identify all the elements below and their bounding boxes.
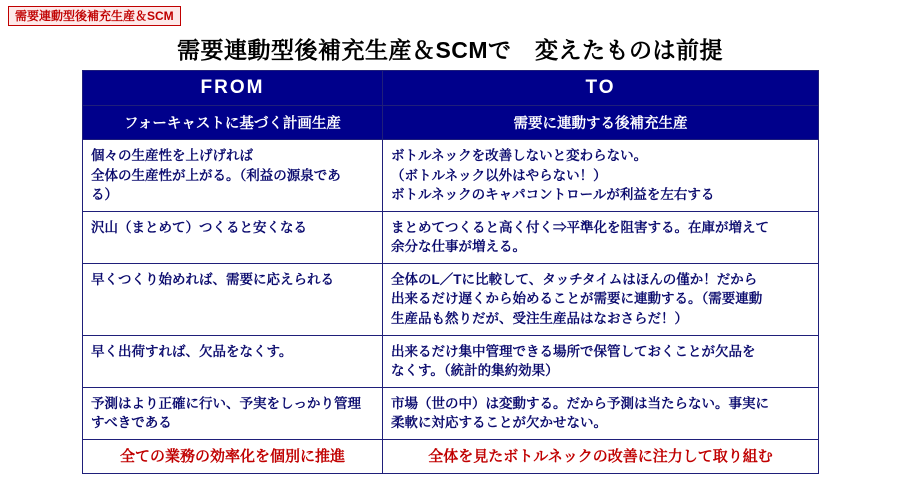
cell-line: 個々の生産性を上げげれば bbox=[91, 148, 253, 163]
table-row bbox=[83, 263, 819, 335]
cell-line: 早く出荷すれば、欠品をなくす。 bbox=[91, 343, 293, 359]
cell-line: 早くつくり始めれば、需要に応えられる bbox=[91, 271, 334, 287]
header-to: TO bbox=[383, 71, 819, 106]
table-row bbox=[83, 140, 819, 212]
table-row bbox=[83, 387, 819, 439]
subheader-from: フォーキャストに基づく計画生産 bbox=[83, 106, 383, 140]
cell-line: 沢山（まとめて）つくると安くなる bbox=[91, 219, 307, 235]
cell-from bbox=[83, 387, 383, 439]
cell-to bbox=[383, 263, 819, 335]
cell-line: （ボトルネック以外はやらない！） bbox=[391, 167, 607, 183]
cell-line: ボトルネックを改善しないと変わらない。 bbox=[391, 148, 648, 163]
comparison-table-wrapper bbox=[82, 70, 818, 474]
cell-line: 市場（世の中）は変動する。だから予測は当たらない。事実に bbox=[391, 395, 769, 411]
cell-line: 予測はより正確に行い、予実をしっかり管理 bbox=[91, 395, 361, 411]
cell-to bbox=[383, 140, 819, 212]
cell-line: 出来るだけ遅くから始めることが需要に連動する。（需要連動 bbox=[391, 291, 763, 307]
slide-tag: 需要連動型後補充生産＆SCM bbox=[8, 6, 181, 26]
cell-line: 生産品も然りだが、受注生産品はなおさらだ！） bbox=[391, 310, 688, 326]
table-subheader-row bbox=[83, 106, 819, 140]
cell-line: 出来るだけ集中管理できる場所で保管しておくことが欠品を bbox=[391, 343, 756, 359]
table-footer-row bbox=[83, 439, 819, 473]
subheader-to: 需要に連動する後補充生産 bbox=[383, 106, 819, 140]
cell-from bbox=[83, 335, 383, 387]
comparison-table bbox=[82, 70, 819, 474]
cell-line: 余分な仕事が増える。 bbox=[391, 239, 526, 255]
cell-to bbox=[383, 211, 819, 263]
cell-line: まとめてつくると高く付く⇒平準化を阻害する。在庫が増えて bbox=[391, 219, 769, 235]
cell-from bbox=[83, 263, 383, 335]
header-from: FROM bbox=[83, 71, 383, 106]
cell-to bbox=[383, 387, 819, 439]
cell-line: なくす。（統計的集約効果） bbox=[391, 363, 559, 379]
table-header-row bbox=[83, 71, 819, 106]
table-row bbox=[83, 211, 819, 263]
footer-from: 全ての業務の効率化を個別に推進 bbox=[83, 439, 383, 473]
cell-line: る） bbox=[91, 187, 118, 203]
page-title: 需要連動型後補充生産＆SCMで 変えたものは前提 bbox=[176, 37, 724, 63]
cell-line: 全体の生産性が上がる。（利益の源泉であ bbox=[91, 167, 341, 183]
cell-line: ボトルネックのキャパコントロールが利益を左右する bbox=[391, 187, 715, 203]
cell-line: 柔軟に対応することが欠かせない。 bbox=[391, 415, 607, 431]
cell-line: すべきである bbox=[91, 415, 172, 431]
cell-from bbox=[83, 140, 383, 212]
cell-to bbox=[383, 335, 819, 387]
cell-from bbox=[83, 211, 383, 263]
cell-line: 全体のL／Tに比較して、タッチタイムはほんの僅か！だから bbox=[391, 271, 758, 287]
table-row bbox=[83, 335, 819, 387]
footer-to: 全体を見たボトルネックの改善に注力して取り組む bbox=[383, 439, 819, 473]
